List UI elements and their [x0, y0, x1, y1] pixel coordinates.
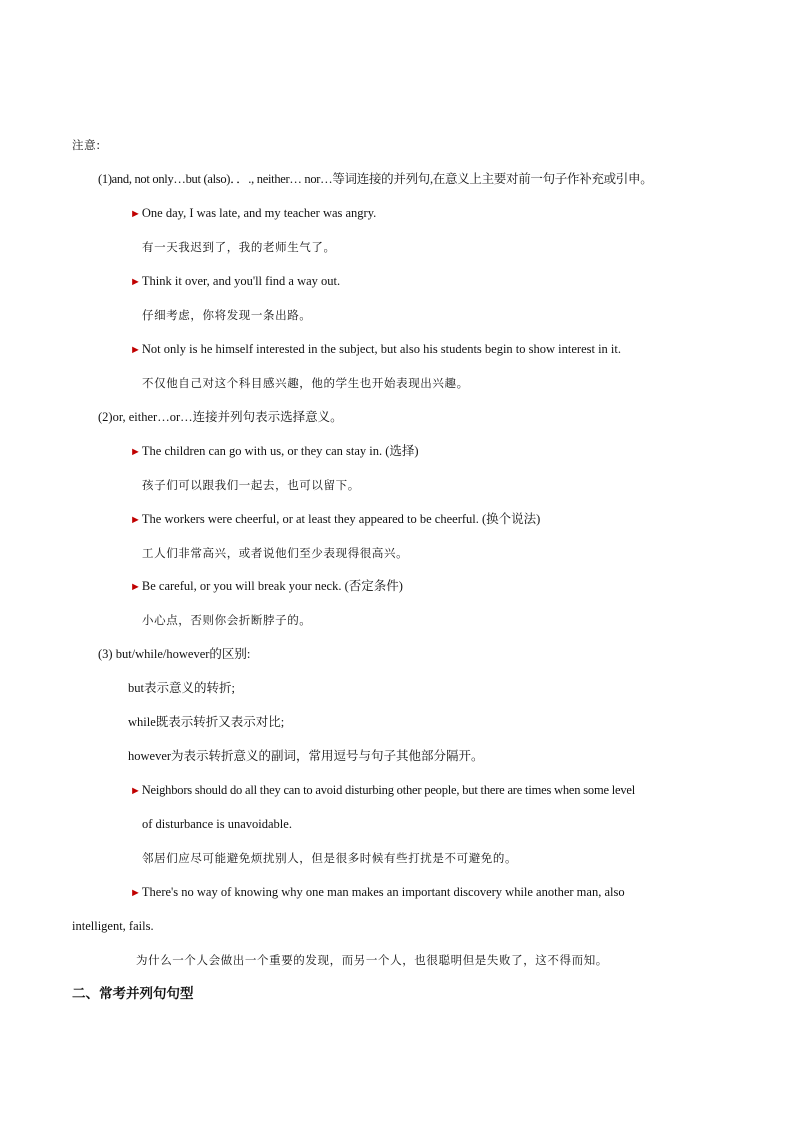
however-description: however为表示转折意义的副词，常用逗号与句子其他部分隔开。	[128, 749, 484, 763]
example-4-zh: 孩子们可以跟我们一起去，也可以留下。	[142, 478, 360, 492]
example-3-zh: 不仅他自己对这个科目感兴趣，他的学生也开始表现出兴趣。	[142, 376, 469, 390]
while-description: while既表示转折又表示对比;	[128, 715, 285, 729]
example-1-zh: 有一天我迟到了，我的老师生气了。	[142, 240, 336, 254]
but-description: but表示意义的转折;	[128, 681, 235, 695]
marker-icon: ►	[130, 785, 141, 797]
example-5-en: ►The workers were cheerful, or at least they appeared to be cheerful. (换个说法)	[130, 512, 541, 526]
marker-icon: ►	[130, 446, 141, 458]
marker-icon: ►	[130, 581, 141, 593]
note-title: 注意:	[72, 138, 101, 152]
example-7-zh: 邻居们应尽可能避免烦扰别人，但是很多时候有些打扰是不可避免的。	[142, 851, 518, 865]
example-1-en: ►One day, I was late, and my teacher was angry.	[130, 206, 377, 220]
rule-1: (1)and, not only…but (also)．．., neither… nor…等词连接的并列句,在意义上主要对前一句子作补充或引申。	[98, 172, 653, 186]
example-8-en: ►There's no way of knowing why one man makes an important discovery while another man, also	[130, 885, 625, 899]
marker-icon: ►	[130, 514, 141, 526]
example-8-zh: 为什么一个人会做出一个重要的发现，而另一个人，也很聪明但是失败了，这不得而知。	[136, 953, 608, 967]
example-2-en: ►Think it over, and you'll find a way out.	[130, 274, 341, 288]
example-8-en-continued: intelligent, fails.	[72, 919, 154, 933]
example-2-zh: 仔细考虑，你将发现一条出路。	[142, 308, 312, 322]
marker-icon: ►	[130, 208, 141, 220]
example-7-en: ►Neighbors should do all they can to avoid disturbing other people, but there are times when some level	[130, 783, 636, 797]
example-5-zh: 工人们非常高兴，或者说他们至少表现得很高兴。	[142, 546, 409, 560]
section-heading: 二、常考并列句句型	[72, 986, 194, 1002]
marker-icon: ►	[130, 276, 141, 288]
example-4-en: ►The children can go with us, or they can stay in. (选择)	[130, 444, 419, 458]
example-6-zh: 小心点，否则你会折断脖子的。	[142, 613, 312, 627]
example-6-en: ►Be careful, or you will break your neck. (否定条件)	[130, 579, 403, 593]
marker-icon: ►	[130, 887, 141, 899]
example-3-en: ►Not only is he himself interested in the subject, but also his students begin to show interest in it.	[130, 342, 621, 356]
marker-icon: ►	[130, 344, 141, 356]
rule-3: (3) but/while/however的区别:	[98, 647, 251, 661]
example-7-en-continued: of disturbance is unavoidable.	[142, 817, 292, 831]
rule-2: (2)or, either…or…连接并列句表示选择意义。	[98, 410, 343, 424]
